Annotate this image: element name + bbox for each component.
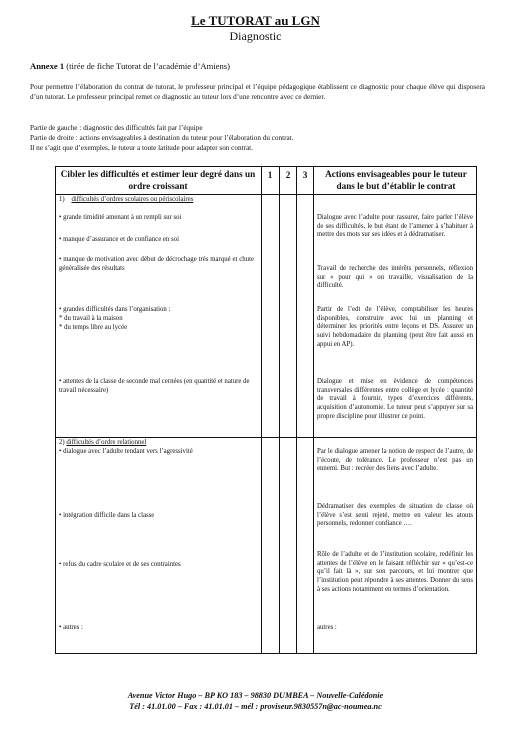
note-line: Partie de gauche : diagnostic des difficultés fait par l’équipe [30, 124, 203, 132]
header-degree-2: 2 [285, 170, 291, 180]
note-line: Partie de droite : actions envisageables à destination du tuteur pour l’élaboration du contrat. [30, 133, 294, 142]
difficulty-item: • manque d’assurance et de confiance en soi [59, 236, 179, 243]
action-text: Dialogue avec l’adulte pour rassurer, faire parler l’élève de ses difficultés, le but étant de l’amener à s’habituer à mettre des mots sur ses idées et à dédramatiser. [317, 214, 473, 239]
difficulty-item: • dialogue avec l’adulte tendant vers l’agressivité [59, 448, 193, 455]
section-2-title: difficultés d’ordre relationnel [66, 439, 147, 446]
annexe-label: Annexe 1 [30, 61, 65, 71]
row-divider [56, 194, 476, 195]
action-text: Travail de recherche des intérêts personnels, réflexion sur « pour qui » on travaille, visualisation de la difficulté. [317, 265, 473, 290]
row-divider [56, 437, 476, 438]
section-1-number: 1) [59, 196, 65, 203]
header-degree-1: 1 [267, 170, 273, 180]
difficulty-subitem: * du temps libre au lycée [59, 324, 128, 331]
note-line: Il ne s’agit que d’exemples, le tuteur a toute latitude pour adapter son contrat. [30, 143, 253, 152]
header-actions: Actions envisageables pour le tuteur dans le but d’établir le contrat [325, 169, 467, 191]
section-1-title: difficultés d’ordres scolaires ou périscolaires [71, 196, 194, 203]
section-2-heading [59, 439, 259, 448]
column-divider [279, 167, 280, 653]
action-text: Dialogue et mise en évidence de compétences transversales différentes entre collège et lycée : quantité de travail à fournir, types d’exercices différents, acquisition d’autonomie. Le tuteur peut s’appuyer sur sa propre discipline pour illustrer ce point. [317, 378, 473, 420]
header-degree-3: 3 [302, 170, 308, 180]
action-text: Par le dialogue amener la notion de respect de l’autre, de l’écoute, de tolérance. Le professeur n’est pas un ennemi. But : recréer des liens avec l’adulte. [317, 448, 473, 473]
column-divider [261, 167, 262, 653]
column-divider [296, 167, 297, 653]
page-subtitle: Diagnostic [229, 29, 282, 43]
section-1-heading [59, 196, 254, 205]
footer-contact: Tél : 41.01.00 – Fax : 41.01.01 – mél : proviseur.9830557n@ac-noumea.nc [129, 702, 382, 711]
notes-block [30, 124, 485, 153]
intro-paragraph: Pour permettre l’élaboration du contrat de tutorat, le professeur principal et l’équipe pédagogique établissent ce diagnostic pour chaque élève qui disposera d’un tutorat. Le professeur principal remet ce diagnostic au tuteur lors d’une rencontre avec ce dernier. [30, 83, 485, 101]
section-2-number: 2) [59, 439, 65, 446]
annexe-text: (tirée de fiche Tutorat de l’académie d’Amiens) [64, 61, 230, 71]
page-title: Le TUTORAT au LGN [191, 13, 320, 28]
header-difficulties: Cibler les difficultés et estimer leur degré dans un ordre croissant [60, 169, 256, 191]
column-divider [313, 167, 314, 653]
difficulty-item: • refus du cadre scolaire et de ses contraintes [59, 561, 181, 568]
footer [0, 690, 511, 712]
footer-address: Avenue Victor Hugo – BP KO 183 – 98830 DUMBEA – Nouvelle-Calédonie [127, 691, 384, 700]
action-text: Rôle de l’adulte et de l’institution scolaire, redéfinir les attentes de l’élève en le faisant réfléchir sur « qu’est-ce qu’il fait là », sur son parcours, et lui montrer que l’institution peut répondre à ses attentes. Donner du sens à ses actions notamment en termes d’orientation. [317, 551, 473, 593]
difficulty-item: • grandes difficultés dans l’organisation : [59, 306, 171, 313]
difficulty-item: • manque de motivation avec début de décrochage très marqué et chute généralisée des résultats [59, 256, 254, 272]
diagnostic-table [55, 166, 477, 654]
difficulty-item: • attentes de la classe de seconde mal cernées (en quantité et nature de travail nécessaire) [59, 378, 250, 394]
action-text: Dédramatiser des exemples de situation de classe où l’élève s’est senti rejeté, mettre en valeur les atouts personnels, redonner confiance …. [317, 503, 473, 528]
action-text: Partir de l’edt de l’élève, comptabiliser les heures disponibles, construire avec lui un planning et déterminer les priorités entre leçons et DS. Assurer un suivi hebdomadaire du planning (peut être fait aussi en appui en AP). [317, 306, 473, 348]
action-text: autres : [317, 624, 337, 631]
difficulty-item: • autres : [59, 624, 83, 631]
difficulty-item: • grande timidité amenant à un rempli sur soi [59, 214, 182, 221]
annexe-line [30, 61, 230, 71]
difficulty-item: • intégration difficile dans la classe [59, 512, 155, 519]
difficulty-subitem: * du travail à la maison [59, 315, 123, 322]
